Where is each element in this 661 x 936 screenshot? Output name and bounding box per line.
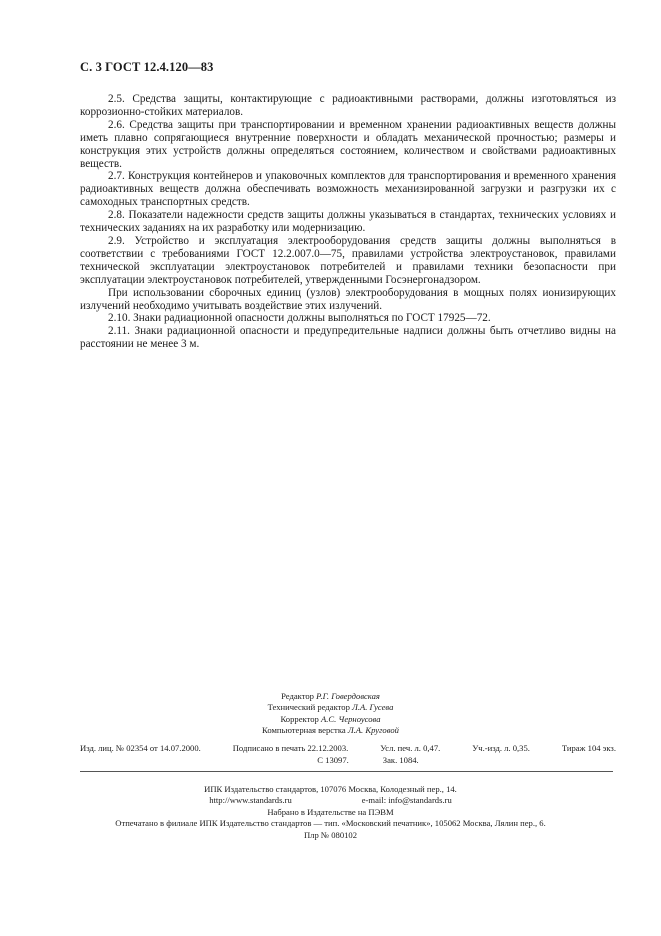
publisher-email: e-mail: info@standards.ru [361, 795, 452, 806]
paragraph-2-6: 2.6. Средства защиты при транспортировании и временном хранении радиоактивных веществ должны иметь плавно сопрягающиеся внутренние поверхности и обладать механической прочностью; размеры и конструкция этих устройств должны определяться состоянием, количеством и свойствами радиоактивных веществ. [80, 118, 616, 170]
page-header: С. 3 ГОСТ 12.4.120—83 [80, 60, 214, 74]
print-info [80, 742, 616, 766]
license-number: Изд. лиц. № 02354 от 14.07.2000. [80, 743, 201, 753]
printed-note: Отпечатано в филиале ИПК Издательство стандартов — тип. «Московский печатник», 105062 Москва, Лялин пер., 6. [115, 818, 546, 829]
credit-corrector: Корректор А.С. Черноусова [280, 713, 381, 724]
signed-date: Подписано в печать 22.12.2003. [232, 743, 349, 753]
credit-editor: Редактор Р.Г. Говердовская [281, 691, 380, 701]
typeset-note: Набрано в Издательстве на ПЭВМ [267, 806, 394, 817]
credits-block [0, 691, 661, 737]
publisher-contacts [0, 795, 661, 806]
copies-count: Тираж 104 экз. [561, 743, 616, 753]
paragraph-2-10: 2.10. Знаки радиационной опасности должны выполняться по ГОСТ 17925—72. [108, 312, 491, 325]
print-sheets: Усл. печ. л. 0,47. [380, 743, 441, 753]
paragraph-2-8: 2.8. Показатели надежности средств защиты должны указываться в стандартах, технических условиях и технических заданиях на их разработку или модернизацию. [80, 209, 616, 235]
order-c-number: С 13097. [317, 755, 349, 765]
paragraph-2-9-note: При использовании сборочных единиц (узлов) электрооборудования в мощных полях ионизирующих излучений необходимо учитывать воздействие этих излучений. [80, 286, 616, 312]
print-info-row [80, 742, 616, 754]
publisher-name: ИПК Издательство стандартов, 107076 Москва, Колодезный пер., 14. [204, 784, 457, 794]
divider [80, 771, 613, 772]
order-number: Зак. 1084. [382, 755, 419, 765]
publishing-sheets: Уч.-изд. л. 0,35. [472, 743, 530, 753]
credit-tech-editor: Технический редактор Л.А. Гусева [267, 702, 394, 713]
paragraph-2-11: 2.11. Знаки радиационной опасности и предупредительные надписи должны быть отчетливо видны на расстоянии не менее 3 м. [80, 325, 616, 351]
paragraph-2-9: 2.9. Устройство и эксплуатация электрооборудования средств защиты должны выполняться в соответствии с требованиями ГОСТ 12.2.007.0—75, правилами устройства электроустановок, правилами технической эксплуатации электроустановок потребителей и правилами техники безопасности при эксплуатации электроустановок потребителей, утвержденными Госэнергонадзором. [80, 234, 616, 286]
print-info-row [80, 754, 616, 766]
plr-number: Плр № 080102 [303, 829, 358, 840]
paragraph-2-5: 2.5. Средства защиты, контактирующие с радиоактивными растворами, должны изготовляться из коррозионно-стойких материалов. [80, 93, 616, 118]
publisher-block [0, 784, 661, 841]
document-body [80, 93, 616, 351]
publisher-website: http://www.standards.ru [209, 795, 292, 806]
credit-layout: Компьютерная верстка Л.А. Круговой [262, 725, 399, 736]
paragraph-2-7: 2.7. Конструкция контейнеров и упаковочных комплектов для транспортирования и временного хранения радиоактивных веществ должна обеспечивать возможность механизированной загрузки и разгрузки их с самоходных транспортных средств. [80, 170, 616, 209]
